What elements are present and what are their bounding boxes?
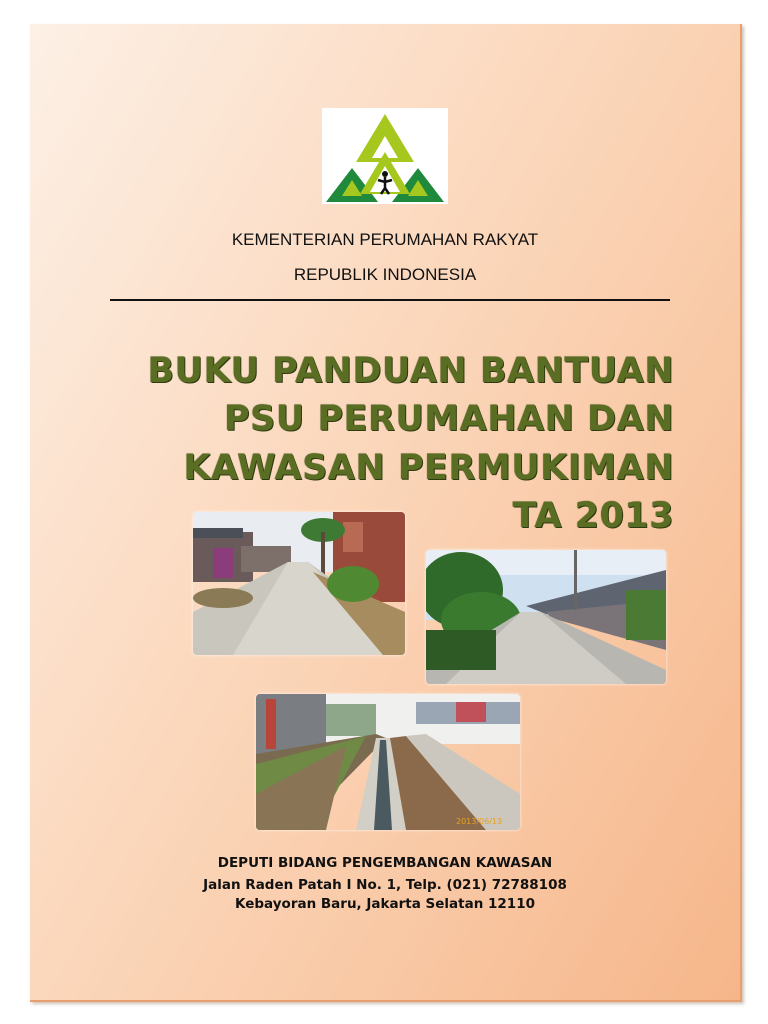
city-line: Kebayoran Baru, Jakarta Selatan 12110 bbox=[235, 896, 535, 912]
book-cover bbox=[30, 24, 742, 1002]
deputy-division-name: DEPUTI BIDANG PENGEMBANGAN KAWASAN bbox=[217, 855, 553, 871]
country-name: REPUBLIK INDONESIA bbox=[293, 265, 477, 284]
photo-drainage-channel bbox=[256, 694, 520, 830]
header-divider bbox=[110, 299, 670, 301]
photo-road-trees bbox=[426, 550, 666, 684]
address-line: Jalan Raden Patah I No. 1, Telp. (021) 72788108 bbox=[203, 877, 567, 893]
ministry-name: KEMENTERIAN PERUMAHAN RAKYAT bbox=[231, 230, 539, 249]
title-line-3: KAWASAN PERMUKIMAN bbox=[183, 448, 674, 488]
photo-paved-road-houses bbox=[193, 512, 405, 655]
title-line-1: BUKU PANDUAN BANTUAN bbox=[147, 351, 674, 391]
ministry-emblem-icon bbox=[322, 108, 448, 204]
title-line-2: PSU PERUMAHAN DAN bbox=[223, 399, 674, 439]
photo-date-stamp: 2013/06/13 bbox=[456, 817, 503, 826]
ministry-logo-icon bbox=[322, 108, 448, 204]
title-line-4: TA 2013 bbox=[512, 496, 674, 536]
